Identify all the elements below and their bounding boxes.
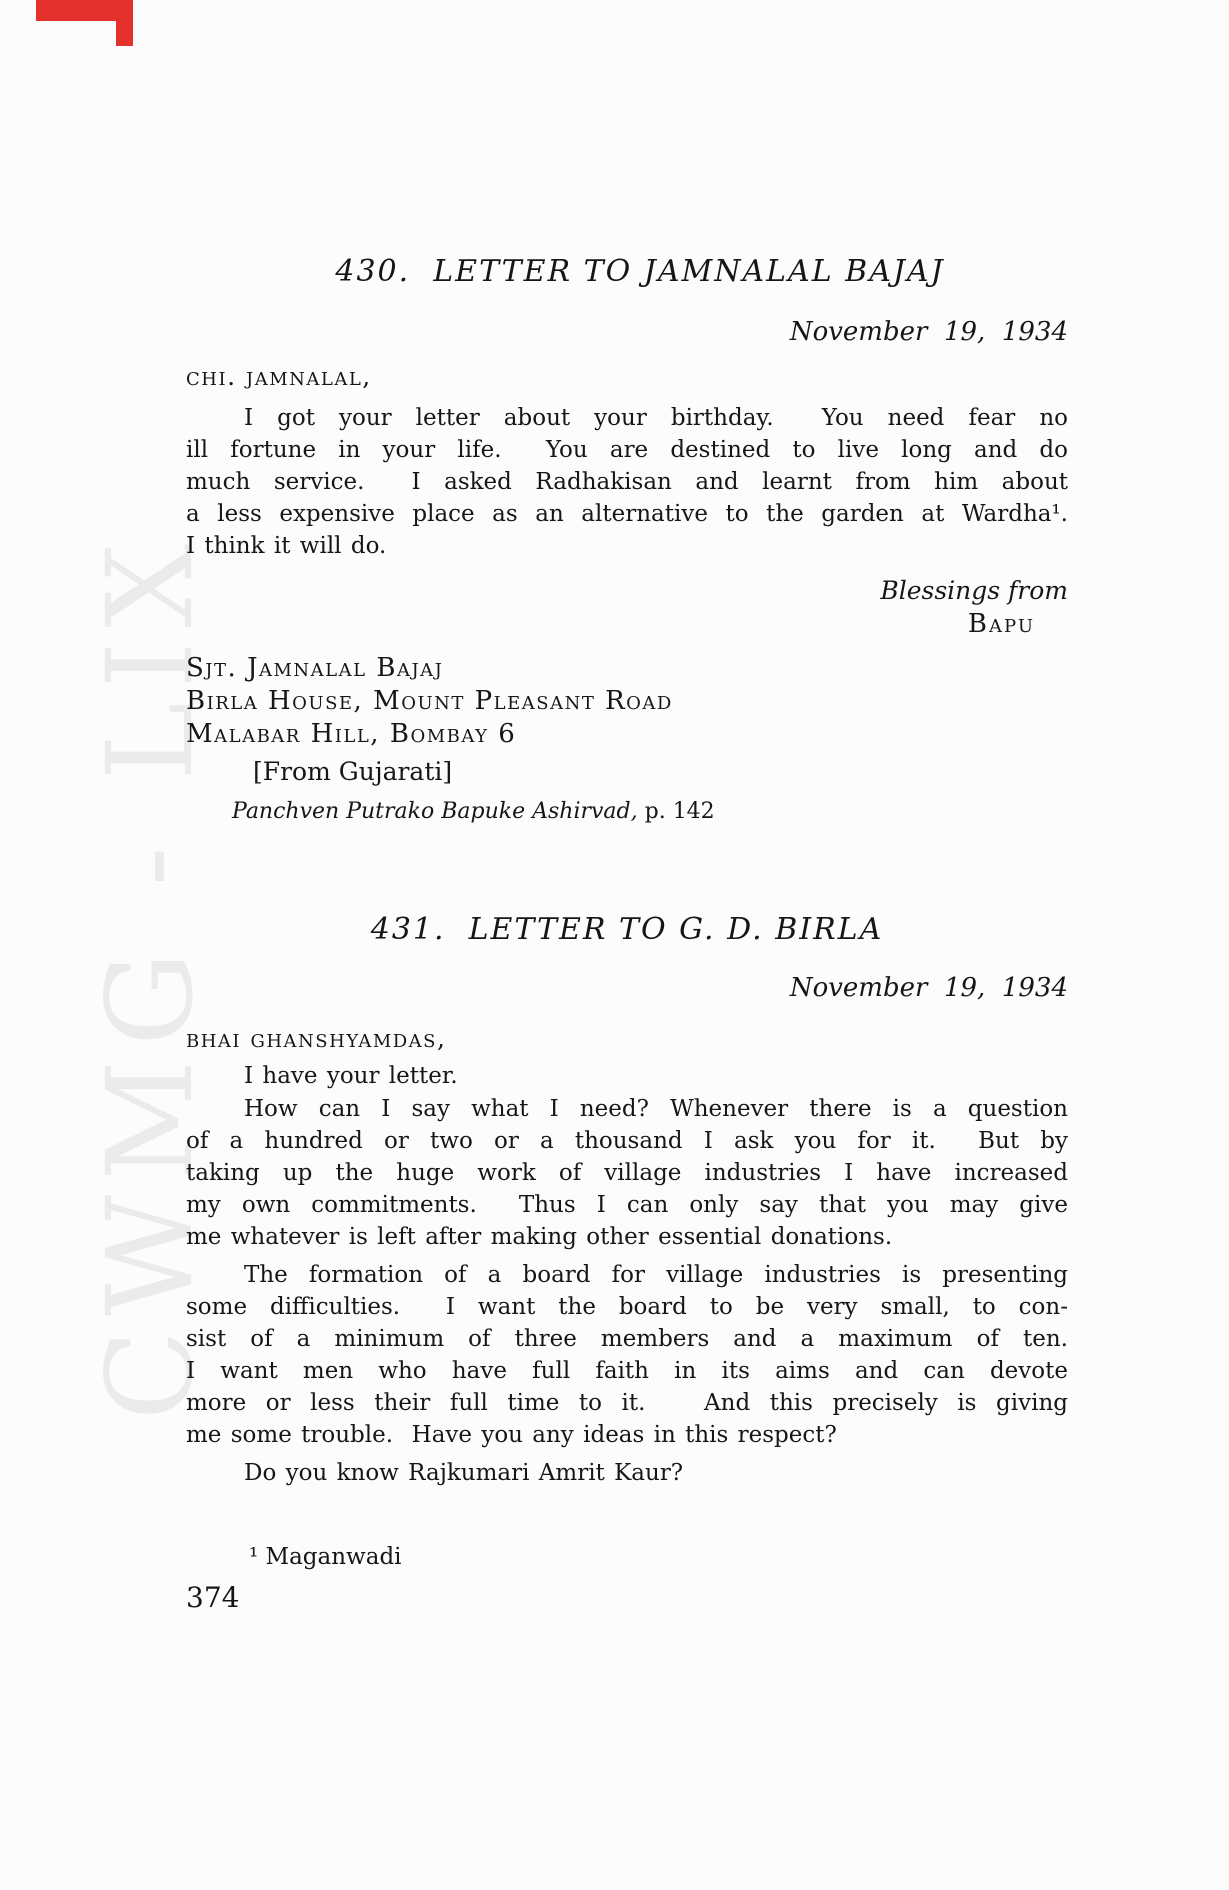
letter-430-date: November 19, 1934 xyxy=(789,317,1068,347)
body-line: I got your letter about your birthday. You need fear no xyxy=(244,405,1068,431)
body-line: me whatever is left after making other essential donations. xyxy=(186,1224,893,1250)
letter-431-paragraph-3 xyxy=(186,1259,1068,1451)
address-line: Sjt. Jamnalal Bajaj xyxy=(186,653,444,683)
address-line: Malabar Hill, Bombay 6 xyxy=(186,719,517,749)
watermark-text: CWMG - LIX xyxy=(81,529,219,1421)
body-line: I think it will do. xyxy=(186,533,387,559)
scanner-mark-vertical xyxy=(116,0,133,46)
letter-431-title: 431. LETTER TO G. D. BIRLA xyxy=(370,912,884,947)
body-line: I want men who have full faith in its aims and can devote xyxy=(186,1358,1068,1384)
body-line: How can I say what I need? Whenever there is a question xyxy=(244,1096,1068,1122)
body-line: some difficulties. I want the board to be very small, to con- xyxy=(186,1294,1068,1320)
letter-431-paragraph-1 xyxy=(186,1060,1068,1092)
letter-431-paragraph-2 xyxy=(186,1093,1068,1253)
letter-431-date: November 19, 1934 xyxy=(789,973,1068,1003)
letter-430-valediction: Blessings from xyxy=(880,576,1068,605)
letter-430-source xyxy=(186,797,1114,827)
letter-430-title: 430. LETTER TO JAMNALAL BAJAJ xyxy=(335,254,945,289)
body-line: I have your letter. xyxy=(244,1063,458,1089)
body-line: my own commitments. Thus I can only say that you may give xyxy=(186,1192,1068,1218)
body-line: more or less their full time to it. And this precisely is giving xyxy=(186,1390,1068,1416)
letter-431-salutation: bhai ghanshyamdas, xyxy=(186,1024,447,1053)
body-line: me some trouble. Have you any ideas in this respect? xyxy=(186,1422,837,1448)
page-number: 374 xyxy=(186,1581,240,1614)
body-line: much service. I asked Radhakisan and learnt from him about xyxy=(186,469,1068,495)
text-column xyxy=(186,0,1068,1890)
letter-431-paragraph-4 xyxy=(186,1457,1068,1489)
body-line: of a hundred or two or a thousand I ask you for it. But by xyxy=(186,1128,1068,1154)
body-line: sist of a minimum of three members and a maximum of ten. xyxy=(186,1326,1068,1352)
letter-430-signature: Bapu xyxy=(967,609,1035,639)
footnote: ¹ Maganwadi xyxy=(249,1544,402,1570)
body-line: ill fortune in your life. You are destined to live long and do xyxy=(186,437,1068,463)
body-line: a less expensive place as an alternative to the garden at Wardha¹. xyxy=(186,501,1068,527)
body-line: taking up the huge work of village industries I have increased xyxy=(186,1160,1068,1186)
body-line: Do you know Rajkumari Amrit Kaur? xyxy=(244,1460,684,1486)
source-page-ref: p. 142 xyxy=(637,799,715,824)
letter-430-language-note: [From Gujarati] xyxy=(253,757,453,786)
letter-430-salutation: chi. jamnalal, xyxy=(186,362,372,391)
source-title: Panchven Putrako Bapuke Ashirvad, xyxy=(232,799,638,824)
letter-430-body xyxy=(186,402,1068,562)
address-line: Birla House, Mount Pleasant Road xyxy=(186,686,673,716)
body-line: The formation of a board for village industries is presenting xyxy=(244,1262,1068,1288)
letter-430-address xyxy=(186,652,1068,751)
